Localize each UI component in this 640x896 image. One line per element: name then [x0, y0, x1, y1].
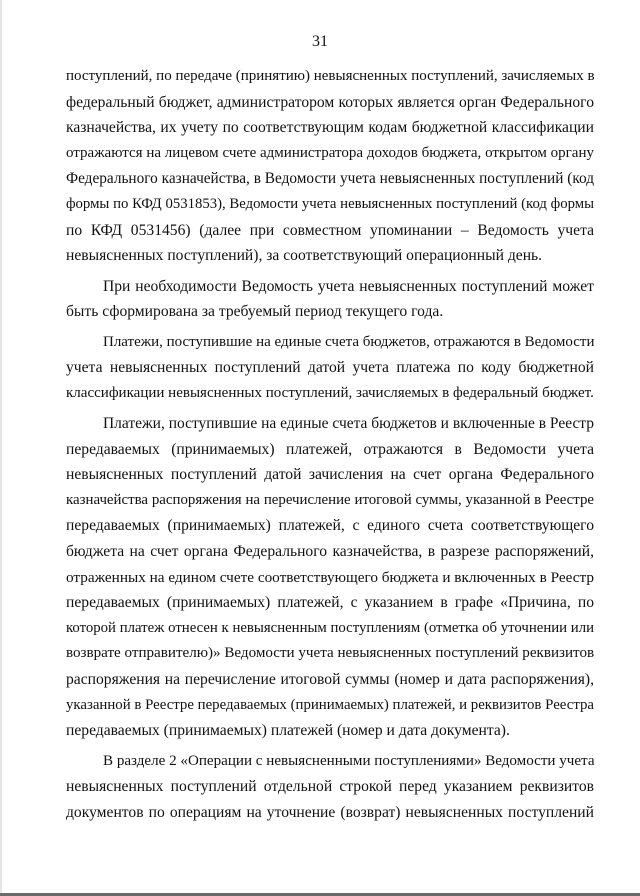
text-line: передаваемых (принимаемых) платежей, отражаются в Ведомости учета — [66, 440, 594, 458]
text-line: невыясненных поступлений отдельной строкой перед указанием реквизитов — [66, 778, 594, 796]
text-line: В разделе 2 «Операции с невыясненными поступлениями» Ведомости учета — [103, 752, 595, 769]
text-line: При необходимости Ведомость учета невыясненных поступлений может — [103, 277, 594, 295]
text-line: казначейства, их учету по соответствующим кодам бюджетной классификации — [66, 119, 594, 137]
text-line: передаваемых (принимаемых) платежей (номер и дата документа). — [66, 722, 510, 740]
text-line: отражаются на лицевом счете администратора доходов бюджета, открытом органу — [66, 144, 594, 161]
text-line: классификации невыясненных поступлений, зачисляемых в федеральный бюджет. — [66, 384, 594, 401]
text-line: формы по КФД 0531853), Ведомости учета невыясненных поступлений (код формы — [66, 195, 594, 212]
scan-edge — [0, 0, 2, 896]
text-line: распоряжения на перечисление итоговой суммы (номер и дата распоряжения), — [66, 671, 594, 689]
text-line: Платежи, поступившие на единые счета бюджетов и включенные в Реестр — [103, 415, 594, 433]
paragraph-3 — [66, 330, 594, 407]
text-line: поступлений, по передаче (принятию) невыясненных поступлений, зачисляемых в — [66, 68, 595, 84]
text-line: передаваемых (принимаемых) платежей, с указанием в графе «Причина, по — [66, 594, 594, 612]
text-line: возврате отправителю)» Ведомости учета невыясненных поступлений реквизитов — [66, 645, 595, 662]
text-line: которой платеж отнесен к невыясненным поступлениям (отметка об уточнении или — [66, 619, 594, 636]
text-line: учета невыясненных поступлений датой учета платежа по коду бюджетной — [66, 359, 594, 377]
paragraph-4 — [66, 411, 594, 744]
text-line: невыясненных поступлений датой зачисления на счет органа Федерального — [66, 466, 594, 484]
text-line: по КФД 0531456) (далее при совместном упоминании – Ведомость учета — [66, 221, 594, 239]
text-line: быть сформирована за требуемый период текущего года. — [66, 303, 444, 321]
text-line: федеральный бюджет, администратором которых является орган Федерального — [66, 93, 594, 111]
paragraph-1 — [66, 64, 594, 269]
text-line: Федерального казначейства, в Ведомости учета невыясненных поступлений (код — [66, 170, 594, 188]
text-line: отраженных на едином счете соответствующего бюджета и включенных в Реестр — [66, 568, 594, 586]
text-line: казначейства распоряжения на перечисление итоговой суммы, указанной в Реестре — [66, 491, 594, 508]
text-line: передаваемых (принимаемых) платежей, с единого счета соответствующего — [66, 517, 594, 535]
paragraph-2 — [66, 274, 594, 325]
text-line: документов по операциям на уточнение (возврат) невыясненных поступлений — [66, 803, 594, 821]
paragraph-5 — [66, 749, 594, 826]
text-line: невыясненных поступлений), за соответствующий операционный день. — [66, 247, 543, 265]
page-number: 31 — [312, 33, 328, 50]
text-line: указанной в Реестре передаваемых (принимаемых) платежей, и реквизитов Реестра — [66, 696, 594, 713]
text-line: Платежи, поступившие на единые счета бюджетов, отражаются в Ведомости — [103, 333, 595, 350]
document-body — [66, 64, 594, 830]
text-line: бюджета на счет органа Федерального казначейства, в разрезе распоряжений, — [66, 543, 594, 561]
